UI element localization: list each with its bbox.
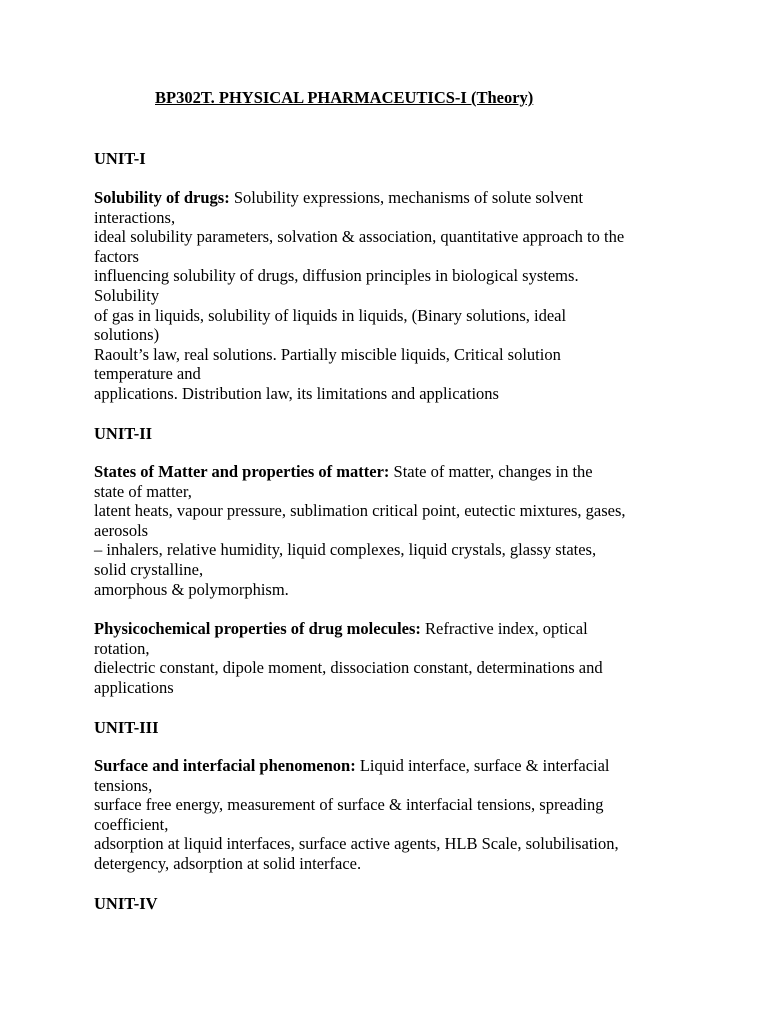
paragraph-states-of-matter [94,462,694,599]
paragraph-solubility-of-drugs [94,188,694,404]
paragraph-lead: States of Matter and properties of matter: [94,462,390,481]
paragraph-line: tensions, [94,775,153,795]
paragraph-line: adsorption at liquid interfaces, surface active agents, HLB Scale, solubilisation, [94,834,619,854]
paragraph-line: surface free energy, measurement of surface & interfacial tensions, spreading [94,795,604,815]
paragraph-line: solid crystalline, [94,559,204,579]
unit-heading-2: UNIT-II [94,424,153,443]
paragraph-lead: Surface and interfacial phenomenon: [94,756,356,775]
unit-heading-4: UNIT-IV [94,894,158,913]
paragraph-lead: Solubility of drugs: [94,188,230,207]
paragraph-line [94,756,694,776]
paragraph-line: ideal solubility parameters, solvation & association, quantitative approach to the [94,227,625,247]
paragraph-line [94,188,694,208]
paragraph-line: of gas in liquids, solubility of liquids in liquids, (Binary solutions, ideal [94,305,567,325]
paragraph-line: rotation, [94,638,150,658]
paragraph-line: amorphous & polymorphism. [94,579,289,599]
paragraph-line: aerosols [94,520,149,540]
paragraph-physicochemical-properties [94,619,694,697]
paragraph-line-text: State of matter, changes in the [389,462,593,481]
paragraph-line: state of matter, [94,481,192,501]
paragraph-line: Raoult’s law, real solutions. Partially miscible liquids, Critical solution [94,344,561,364]
paragraph-line: dielectric constant, dipole moment, dissociation constant, determinations and [94,658,603,678]
paragraph-lead: Physicochemical properties of drug molecules: [94,619,421,638]
paragraph-line-text: Solubility expressions, mechanisms of solute solvent [229,188,584,207]
paragraph-line: applications. Distribution law, its limitations and applications [94,383,499,403]
paragraph-line: interactions, [94,207,176,227]
paragraph-line-text: Refractive index, optical [420,619,588,638]
paragraph-line: applications [94,677,174,697]
paragraph-line-text: Liquid interface, surface & interfacial [355,756,610,775]
paragraph-line: – inhalers, relative humidity, liquid complexes, liquid crystals, glassy states, [94,540,597,560]
paragraph-line [94,462,694,482]
page-title: BP302T. PHYSICAL PHARMACEUTICS-I (Theory) [155,88,534,107]
paragraph-line: Solubility [94,285,160,305]
paragraph-line [94,619,694,639]
paragraph-surface-interfacial [94,756,694,874]
unit-heading-1: UNIT-I [94,149,146,168]
paragraph-line: temperature and [94,364,201,384]
paragraph-line: factors [94,246,139,266]
paragraph-line: solutions) [94,325,160,345]
paragraph-line: coefficient, [94,814,169,834]
paragraph-line: latent heats, vapour pressure, sublimation critical point, eutectic mixtures, gases, [94,501,626,521]
paragraph-line: influencing solubility of drugs, diffusion principles in biological systems. [94,266,579,286]
paragraph-line: detergency, adsorption at solid interface. [94,853,362,873]
unit-heading-3: UNIT-III [94,718,159,737]
